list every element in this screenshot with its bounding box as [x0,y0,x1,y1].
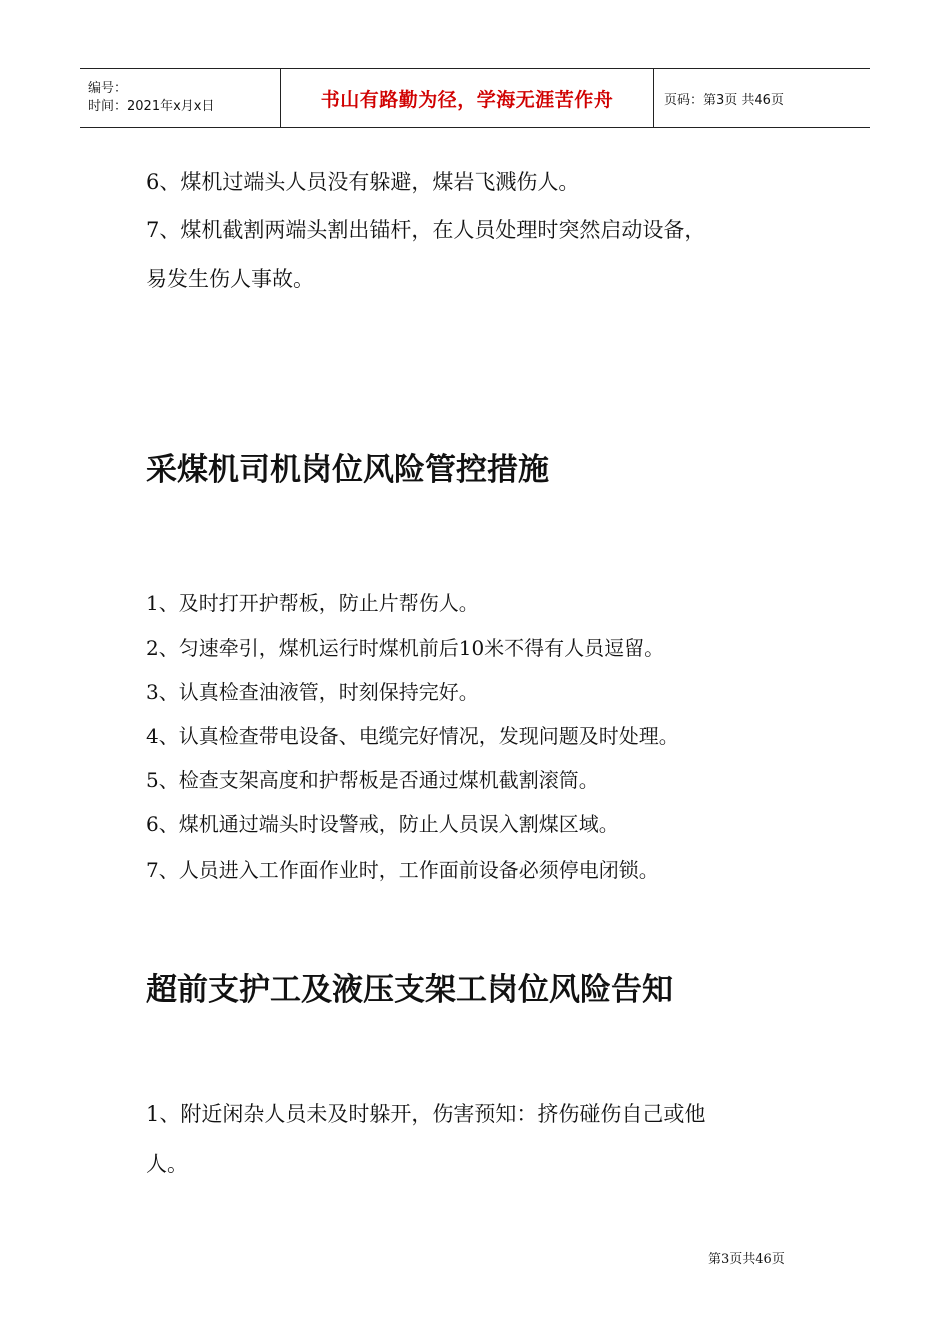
list-item: 6、煤机通过端头时设警戒，防止人员误入割煤区域。 [146,812,619,836]
paragraph-line: 7、煤机截割两端头割出锚杆，在人员处理时突然启动设备， [146,218,706,242]
list-item: 2、匀速牵引，煤机运行时煤机前后10米不得有人员逗留。 [146,636,665,660]
paragraph-line: 6、煤机过端头人员没有躲避，煤岩飞溅伤人。 [146,170,580,194]
page-header [80,68,870,128]
section-heading: 采煤机司机岗位风险管控措施 [146,452,549,488]
list-item: 5、检查支架高度和护帮板是否通过煤机截割滚筒。 [146,768,599,792]
header-meta-cell [80,69,281,127]
list-item: 7、人员进入工作面作业时，工作面前设备必须停电闭锁。 [146,858,659,882]
page-footer: 第3页共46页 [708,1252,785,1267]
header-motto: 书山有路勤为径，学海无涯苦作舟 [281,69,654,127]
number-label: 编号： [88,81,128,96]
date-label: 时间：2021年x月x日 [88,99,215,114]
list-item: 3、认真检查油液管，时刻保持完好。 [146,680,479,704]
list-item: 1、及时打开护帮板，防止片帮伤人。 [146,591,479,615]
paragraph-line: 易发生伤人事故。 [146,267,314,291]
section-heading: 超前支护工及液压支架工岗位风险告知 [146,972,673,1008]
list-item: 4、认真检查带电设备、电缆完好情况，发现问题及时处理。 [146,724,679,748]
paragraph-line: 人。 [146,1152,188,1176]
paragraph-line: 1、附近闲杂人员未及时躲开，伤害预知：挤伤碰伤自己或他 [146,1102,706,1126]
header-page-label: 页码：第3页 共46页 [664,92,784,108]
